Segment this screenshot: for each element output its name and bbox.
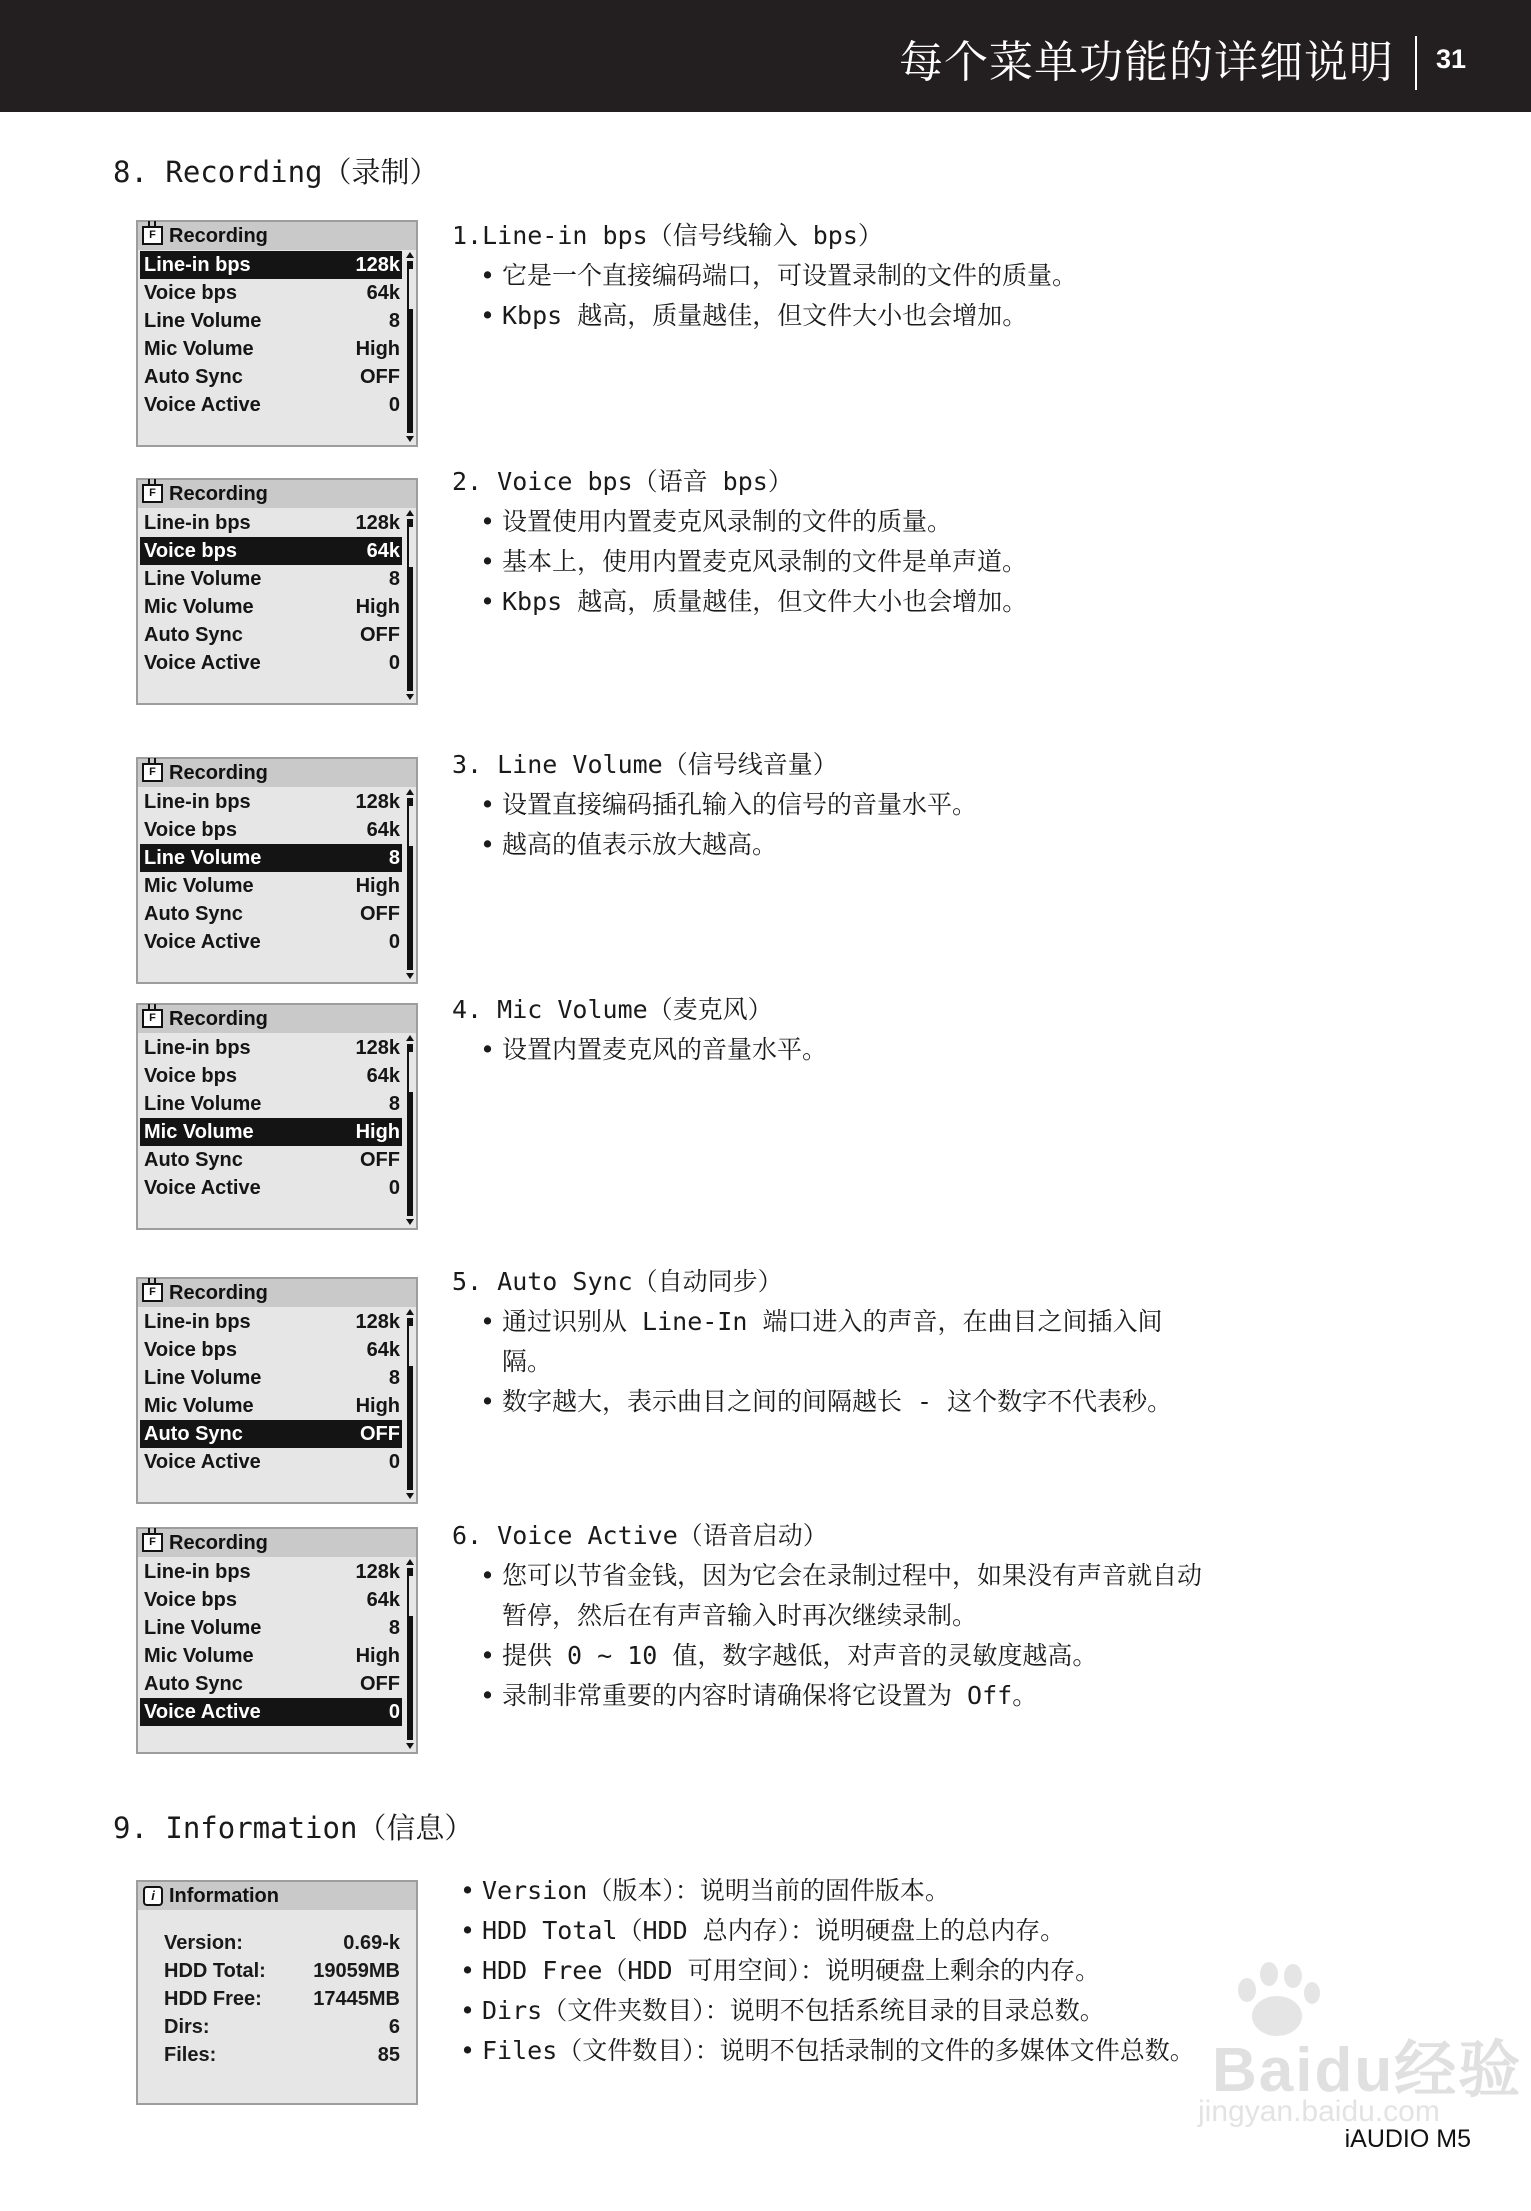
menu-row[interactable] <box>140 788 402 816</box>
scroll-down-icon <box>406 436 414 442</box>
bullet-list <box>452 1030 827 1070</box>
menu-row-selected[interactable] <box>140 537 402 565</box>
scroll-up-icon <box>406 252 414 258</box>
scroll-thumb <box>409 527 413 567</box>
bullet-list <box>452 1302 1202 1422</box>
menu-row-label: Voice Active <box>144 394 261 416</box>
menu-icon: F <box>142 484 163 503</box>
menu-row-value: 8 <box>388 310 400 332</box>
info-row-label: Version: <box>164 1932 243 1954</box>
scroll-track <box>407 1568 413 1740</box>
menu-row-value: 64k <box>366 1065 400 1087</box>
menu-icon: F <box>142 226 163 245</box>
menu-row-value: 0 <box>388 652 400 674</box>
info-row <box>164 2041 400 2069</box>
info-row-value: 6 <box>388 2016 400 2038</box>
item-description <box>452 1516 1202 1716</box>
item-description <box>452 1262 1202 1422</box>
menu-row-selected[interactable] <box>140 1420 402 1448</box>
item-title: 4. Mic Volume（麦克风） <box>452 995 773 1024</box>
menu-row[interactable] <box>140 621 402 649</box>
menu-row-label: Mic Volume <box>144 1395 254 1417</box>
scroll-thumb <box>409 1326 413 1366</box>
menu-row-label: Mic Volume <box>144 1645 254 1667</box>
menu-rows <box>140 1558 402 1726</box>
menu-row[interactable] <box>140 872 402 900</box>
menu-row-label: Line-in bps <box>144 1561 251 1583</box>
menu-row-label: Line Volume <box>144 1093 262 1115</box>
recording-screen <box>136 757 418 984</box>
menu-row-value: 0 <box>388 1451 400 1473</box>
menu-row-value: High <box>355 596 400 618</box>
scroll-track <box>407 261 413 433</box>
menu-row-label: Line Volume <box>144 1617 262 1639</box>
info-row-label: Dirs: <box>164 2016 210 2038</box>
scroll-down-icon <box>406 1219 414 1225</box>
menu-row-value: 128k <box>355 512 400 534</box>
bullet-item: • 设置直接编码插孔输入的信号的音量水平。 <box>476 785 977 825</box>
scrollbar[interactable] <box>406 510 414 700</box>
scroll-up-icon <box>406 1309 414 1315</box>
screen-title: Recording <box>169 1008 268 1030</box>
menu-row-value: 64k <box>366 1339 400 1361</box>
menu-row[interactable] <box>140 1090 402 1118</box>
screen-title: Recording <box>169 225 268 247</box>
menu-row-value: 0 <box>388 931 400 953</box>
menu-row[interactable] <box>140 816 402 844</box>
menu-row[interactable] <box>140 279 402 307</box>
menu-row-label: Voice Active <box>144 1701 261 1723</box>
menu-rows <box>140 509 402 677</box>
scroll-track <box>407 798 413 970</box>
information-screen <box>136 1880 418 2105</box>
scroll-thumb <box>409 269 413 309</box>
menu-row[interactable] <box>140 1062 402 1090</box>
item-description <box>452 462 1027 622</box>
screen-title: Recording <box>169 762 268 784</box>
menu-row-label: Line Volume <box>144 310 262 332</box>
item-title: 3. Line Volume（信号线音量） <box>452 750 838 779</box>
item-title: 1.Line-in bps（信号线输入 bps） <box>452 221 883 250</box>
menu-row-label: Line-in bps <box>144 254 251 276</box>
baidu-watermark <box>1198 1960 1523 2130</box>
page-number: 31 <box>1436 44 1467 74</box>
info-row-label: HDD Total: <box>164 1960 266 1982</box>
menu-row-value: OFF <box>360 903 400 925</box>
info-row-label: HDD Free: <box>164 1988 262 2010</box>
item-description <box>452 745 977 865</box>
menu-row-value: 64k <box>366 1589 400 1611</box>
bullet-item: • 越高的值表示放大越高。 <box>476 825 977 865</box>
menu-row-selected[interactable] <box>140 1698 402 1726</box>
item-title: 5. Auto Sync（自动同步） <box>452 1267 783 1296</box>
scroll-down-icon <box>406 1493 414 1499</box>
menu-row-value: 64k <box>366 282 400 304</box>
screen-title-bar <box>138 759 416 787</box>
menu-row[interactable] <box>140 1034 402 1062</box>
bullet-item: • Kbps 越高，质量越佳，但文件大小也会增加。 <box>476 582 1027 622</box>
menu-row-selected[interactable] <box>140 844 402 872</box>
menu-row-value: 128k <box>355 1561 400 1583</box>
menu-row-label: Voice bps <box>144 1339 237 1361</box>
menu-row-label: Mic Volume <box>144 338 254 360</box>
menu-row-value: 0 <box>388 1177 400 1199</box>
menu-row[interactable] <box>140 391 402 419</box>
recording-screen <box>136 1003 418 1230</box>
menu-row[interactable] <box>140 1586 402 1614</box>
screen-title: Recording <box>169 483 268 505</box>
menu-row-value: 64k <box>366 540 400 562</box>
scroll-track <box>407 519 413 691</box>
menu-row-value: 0 <box>388 394 400 416</box>
bullet-item: • 设置内置麦克风的音量水平。 <box>476 1030 827 1070</box>
menu-row-label: Auto Sync <box>144 1149 243 1171</box>
recording-screen <box>136 220 418 447</box>
menu-row-value: OFF <box>360 1673 400 1695</box>
menu-icon: F <box>142 1009 163 1028</box>
screen-title-bar <box>138 480 416 508</box>
menu-row[interactable] <box>140 307 402 335</box>
screen-title-bar <box>138 1529 416 1557</box>
menu-row-label: Voice Active <box>144 1177 261 1199</box>
menu-row[interactable] <box>140 649 402 677</box>
menu-row-value: 0 <box>388 1701 400 1723</box>
recording-screen <box>136 1527 418 1754</box>
info-row <box>164 1985 400 2013</box>
menu-row-value: High <box>355 1395 400 1417</box>
menu-row-value: OFF <box>360 366 400 388</box>
scroll-thumb <box>409 1576 413 1616</box>
menu-icon: F <box>142 1533 163 1552</box>
info-row-value: 85 <box>377 2044 400 2066</box>
scroll-up-icon <box>406 510 414 516</box>
menu-row-label: Line-in bps <box>144 1037 251 1059</box>
scroll-thumb <box>409 1052 413 1092</box>
screen-title-bar <box>138 1279 416 1307</box>
header-divider <box>1415 36 1417 90</box>
menu-row-value: 128k <box>355 1311 400 1333</box>
menu-rows <box>140 1034 402 1202</box>
menu-row-label: Line-in bps <box>144 1311 251 1333</box>
info-icon: i <box>143 1886 163 1906</box>
menu-icon: F <box>142 763 163 782</box>
item-description <box>452 216 1077 336</box>
menu-row[interactable] <box>140 1642 402 1670</box>
scroll-up-icon <box>406 1035 414 1041</box>
menu-row-label: Auto Sync <box>144 903 243 925</box>
bullet-item: • 您可以节省金钱，因为它会在录制过程中，如果没有声音就自动暂停，然后在有声音输入时再次继续录制。 <box>476 1556 1202 1636</box>
menu-row[interactable] <box>140 1364 402 1392</box>
scrollbar[interactable] <box>406 1035 414 1225</box>
menu-row[interactable] <box>140 363 402 391</box>
menu-row[interactable] <box>140 928 402 956</box>
info-bullet: • HDD Total（HDD 总内存）：说明硬盘上的总内存。 <box>458 1911 1195 1951</box>
menu-row-label: Line-in bps <box>144 512 251 534</box>
bullet-item: • 基本上，使用内置麦克风录制的文件是单声道。 <box>476 542 1027 582</box>
information-rows <box>164 1929 400 2069</box>
menu-row-value: High <box>355 1121 400 1143</box>
info-row-value: 17445MB <box>313 1988 400 2010</box>
menu-row-label: Auto Sync <box>144 1423 243 1445</box>
bullet-list <box>452 502 1027 622</box>
menu-row-label: Line Volume <box>144 1367 262 1389</box>
menu-row[interactable] <box>140 1146 402 1174</box>
info-bullet: • Dirs（文件夹数目）：说明不包括系统目录的目录总数。 <box>458 1991 1195 2031</box>
menu-row-label: Voice bps <box>144 540 237 562</box>
bullet-list <box>452 1556 1202 1716</box>
info-row <box>164 1929 400 1957</box>
menu-icon: F <box>142 1283 163 1302</box>
item-title: 6. Voice Active（语音启动） <box>452 1521 828 1550</box>
scrollbar[interactable] <box>406 789 414 979</box>
scrollbar[interactable] <box>406 252 414 442</box>
bullet-item: • 设置使用内置麦克风录制的文件的质量。 <box>476 502 1027 542</box>
info-row-label: Files: <box>164 2044 217 2066</box>
menu-row-label: Auto Sync <box>144 366 243 388</box>
menu-row-value: High <box>355 338 400 360</box>
scrollbar[interactable] <box>406 1309 414 1499</box>
menu-row[interactable] <box>140 509 402 537</box>
menu-row[interactable] <box>140 1670 402 1698</box>
scroll-down-icon <box>406 973 414 979</box>
menu-row-label: Line Volume <box>144 568 262 590</box>
menu-row-label: Voice Active <box>144 652 261 674</box>
screen-title-bar <box>138 1005 416 1033</box>
menu-row-label: Voice bps <box>144 1065 237 1087</box>
menu-row[interactable] <box>140 593 402 621</box>
info-bullet: • Files（文件数目）：说明不包括录制的文件的多媒体文件总数。 <box>458 2031 1195 2071</box>
menu-row-value: 8 <box>388 847 400 869</box>
menu-row-value: 128k <box>355 1037 400 1059</box>
item-description <box>452 990 827 1070</box>
menu-rows <box>140 251 402 419</box>
bullet-item: • 它是一个直接编码端口，可设置录制的文件的质量。 <box>476 256 1077 296</box>
menu-row-value: High <box>355 875 400 897</box>
bullet-list <box>452 256 1077 336</box>
menu-row-value: 8 <box>388 568 400 590</box>
menu-row-value: 8 <box>388 1617 400 1639</box>
menu-row-value: 128k <box>355 254 400 276</box>
menu-row[interactable] <box>140 1614 402 1642</box>
menu-row[interactable] <box>140 1336 402 1364</box>
menu-row[interactable] <box>140 1308 402 1336</box>
information-screen-title-bar <box>138 1882 416 1910</box>
menu-row[interactable] <box>140 1558 402 1586</box>
menu-row-label: Voice bps <box>144 819 237 841</box>
menu-row-label: Line Volume <box>144 847 262 869</box>
information-descriptions <box>458 1871 1195 2071</box>
info-bullet: • HDD Free（HDD 可用空间）：说明硬盘上剩余的内存。 <box>458 1951 1195 1991</box>
scroll-down-icon <box>406 694 414 700</box>
scroll-up-icon <box>406 789 414 795</box>
menu-row[interactable] <box>140 1448 402 1476</box>
menu-row-value: OFF <box>360 1423 400 1445</box>
scroll-track <box>407 1044 413 1216</box>
item-title: 2. Voice bps（语音 bps） <box>452 467 793 496</box>
bullet-item: • 提供 0 ~ 10 值，数字越低，对声音的灵敏度越高。 <box>476 1636 1202 1676</box>
menu-row-value: OFF <box>360 624 400 646</box>
menu-row-label: Voice Active <box>144 931 261 953</box>
info-row-value: 0.69-k <box>343 1932 400 1954</box>
menu-row-label: Auto Sync <box>144 624 243 646</box>
bullet-list <box>452 785 977 865</box>
scroll-track <box>407 1318 413 1490</box>
scroll-down-icon <box>406 1743 414 1749</box>
menu-row-value: 8 <box>388 1367 400 1389</box>
menu-row-label: Voice bps <box>144 1589 237 1611</box>
watermark-brand: Baidu经验 <box>1212 2036 1523 2105</box>
bullet-item: • 通过识别从 Line-In 端口进入的声音，在曲目之间插入间隔。 <box>476 1302 1202 1382</box>
menu-row-label: Voice bps <box>144 282 237 304</box>
bullet-item: • Kbps 越高，质量越佳，但文件大小也会增加。 <box>476 296 1077 336</box>
menu-row-value: 128k <box>355 791 400 813</box>
menu-row-selected[interactable] <box>140 1118 402 1146</box>
scrollbar[interactable] <box>406 1559 414 1749</box>
menu-row-label: Mic Volume <box>144 1121 254 1143</box>
menu-row-value: High <box>355 1645 400 1667</box>
menu-row-value: 64k <box>366 819 400 841</box>
menu-rows <box>140 788 402 956</box>
menu-row[interactable] <box>140 565 402 593</box>
info-row-value: 19059MB <box>313 1960 400 1982</box>
recording-screen <box>136 1277 418 1504</box>
menu-row-value: OFF <box>360 1149 400 1171</box>
recording-screen <box>136 478 418 705</box>
bullet-item: • 数字越大，表示曲目之间的间隔越长 - 这个数字不代表秒。 <box>476 1382 1202 1422</box>
footer-brand: iAUDIO M5 <box>1344 2125 1471 2153</box>
menu-row-label: Line-in bps <box>144 791 251 813</box>
info-bullet: • Version（版本）：说明当前的固件版本。 <box>458 1871 1195 1911</box>
screen-title: Recording <box>169 1532 268 1554</box>
menu-rows <box>140 1308 402 1476</box>
recording-heading: 8. Recording（录制） <box>113 155 439 189</box>
menu-row-label: Voice Active <box>144 1451 261 1473</box>
menu-row-value: 8 <box>388 1093 400 1115</box>
menu-row[interactable] <box>140 335 402 363</box>
bullet-item: • 录制非常重要的内容时请确保将它设置为 Off。 <box>476 1676 1202 1716</box>
watermark-url: jingyan.baidu.com <box>1198 2095 1440 2128</box>
menu-row[interactable] <box>140 900 402 928</box>
screen-title-bar <box>138 222 416 250</box>
scroll-up-icon <box>406 1559 414 1565</box>
info-row <box>164 1957 400 1985</box>
information-heading: 9. Information（信息） <box>113 1811 474 1845</box>
menu-row-label: Mic Volume <box>144 596 254 618</box>
menu-row-label: Auto Sync <box>144 1673 243 1695</box>
info-row <box>164 2013 400 2041</box>
scroll-thumb <box>409 806 413 846</box>
menu-row[interactable] <box>140 1392 402 1420</box>
information-screen-title: Information <box>169 1885 279 1907</box>
screen-title: Recording <box>169 1282 268 1304</box>
menu-row-selected[interactable] <box>140 251 402 279</box>
menu-row-label: Mic Volume <box>144 875 254 897</box>
page-title: 每个菜单功能的详细说明 <box>899 37 1394 88</box>
menu-row[interactable] <box>140 1174 402 1202</box>
header-bar <box>0 0 1531 112</box>
